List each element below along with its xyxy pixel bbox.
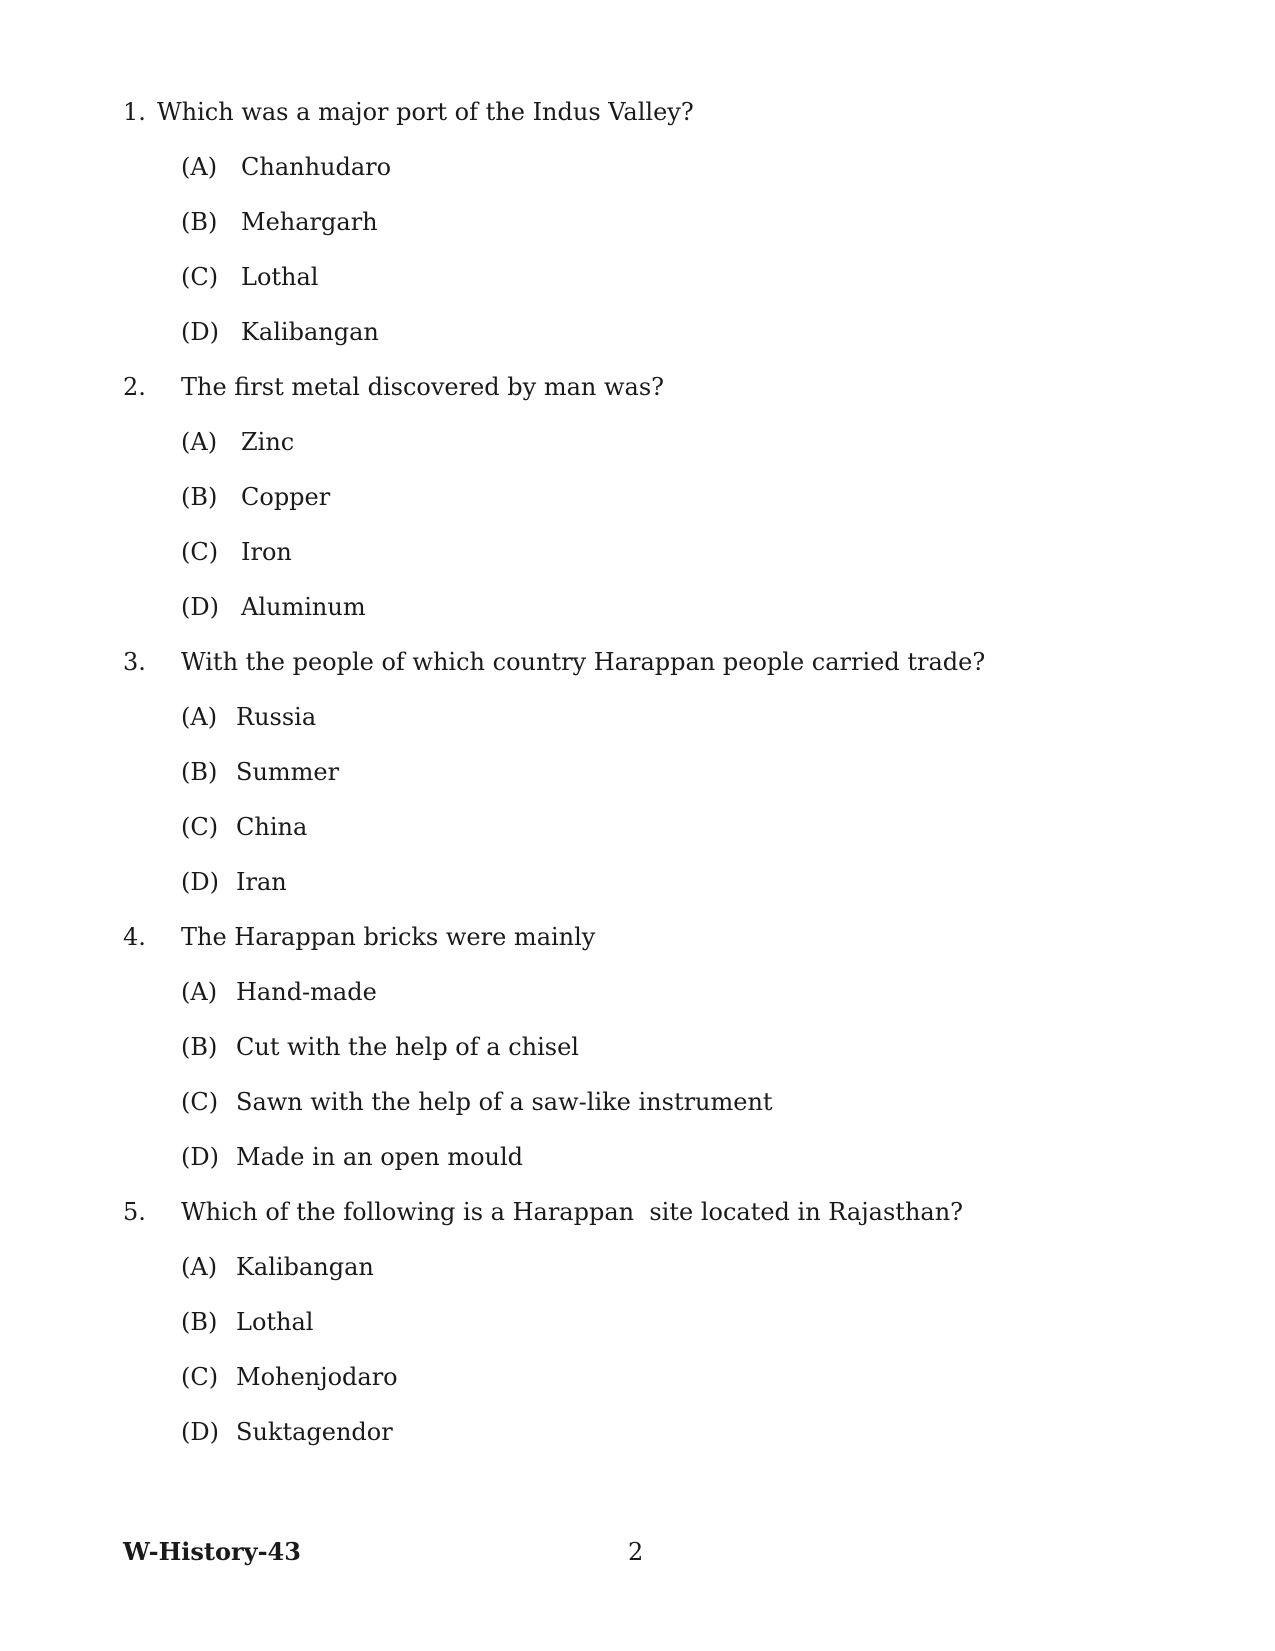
- question-stem: [123, 1192, 1163, 1247]
- question-5: [123, 1192, 1163, 1467]
- option-text: Copper: [241, 483, 331, 511]
- question-stem: [123, 917, 1163, 972]
- option-c: [123, 1082, 1163, 1137]
- option-c: [123, 807, 1163, 862]
- option-text: Made in an open mould: [236, 1143, 524, 1171]
- question-stem: [123, 642, 1163, 697]
- option-d: [123, 312, 1163, 367]
- option-a: [123, 422, 1163, 477]
- question-number: 4.: [123, 923, 146, 951]
- option-text: Russia: [236, 703, 317, 731]
- option-c: [123, 532, 1163, 587]
- option-label: (B): [181, 1033, 218, 1061]
- option-text: Zinc: [241, 428, 295, 456]
- question-text: The first metal discovered by man was?: [181, 373, 664, 401]
- option-text: Lothal: [241, 263, 319, 291]
- option-label: (A): [181, 703, 218, 731]
- option-label: (C): [181, 1363, 219, 1391]
- option-b: [123, 752, 1163, 807]
- option-text: China: [236, 813, 308, 841]
- option-label: (A): [181, 428, 218, 456]
- option-b: [123, 202, 1163, 257]
- option-a: [123, 1247, 1163, 1302]
- question-number: 5.: [123, 1198, 146, 1226]
- option-label: (B): [181, 758, 218, 786]
- question-text: The Harappan bricks were mainly: [181, 923, 596, 951]
- option-text: Kalibangan: [241, 318, 379, 346]
- option-b: [123, 477, 1163, 532]
- option-label: (A): [181, 978, 218, 1006]
- question-stem: [123, 367, 1163, 422]
- question-3: [123, 642, 1163, 917]
- question-number: 1.: [123, 98, 146, 126]
- option-text: Suktagendor: [236, 1418, 393, 1446]
- option-text: Sawn with the help of a saw-like instrument: [236, 1088, 773, 1116]
- option-text: Iron: [241, 538, 292, 566]
- question-text: With the people of which country Harappan people carried trade?: [181, 648, 986, 676]
- option-label: (C): [181, 813, 219, 841]
- option-label: (A): [181, 153, 218, 181]
- option-label: (C): [181, 1088, 219, 1116]
- option-a: [123, 697, 1163, 752]
- option-label: (B): [181, 483, 218, 511]
- question-2: [123, 367, 1163, 642]
- option-d: [123, 1137, 1163, 1192]
- paper-code: W-History-43: [123, 1537, 301, 1566]
- option-d: [123, 1412, 1163, 1467]
- option-label: (A): [181, 1253, 218, 1281]
- question-1: [123, 92, 1163, 367]
- option-c: [123, 1357, 1163, 1412]
- question-number: 2.: [123, 373, 146, 401]
- page-number: 2: [628, 1538, 644, 1566]
- option-text: Mehargarh: [241, 208, 378, 236]
- option-label: (D): [181, 593, 219, 621]
- question-stem: [123, 92, 1163, 147]
- question-4: [123, 917, 1163, 1192]
- question-text: Which of the following is a Harappan site located in Rajasthan?: [181, 1198, 964, 1226]
- option-text: Hand-made: [236, 978, 377, 1006]
- question-number: 3.: [123, 648, 146, 676]
- option-label: (D): [181, 318, 219, 346]
- option-label: (D): [181, 1418, 219, 1446]
- option-a: [123, 972, 1163, 1027]
- option-text: Chanhudaro: [241, 153, 392, 181]
- option-b: [123, 1302, 1163, 1357]
- option-b: [123, 1027, 1163, 1082]
- option-label: (D): [181, 868, 219, 896]
- page-footer: [123, 1532, 1163, 1572]
- option-label: (C): [181, 538, 219, 566]
- option-label: (C): [181, 263, 219, 291]
- option-d: [123, 587, 1163, 642]
- option-c: [123, 257, 1163, 312]
- option-text: Cut with the help of a chisel: [236, 1033, 579, 1061]
- option-label: (D): [181, 1143, 219, 1171]
- option-d: [123, 862, 1163, 917]
- option-text: Mohenjodaro: [236, 1363, 398, 1391]
- option-label: (B): [181, 1308, 218, 1336]
- option-a: [123, 147, 1163, 202]
- question-text: Which was a major port of the Indus Valley?: [157, 98, 694, 126]
- option-label: (B): [181, 208, 218, 236]
- question-list: [123, 92, 1163, 1467]
- option-text: Iran: [236, 868, 287, 896]
- option-text: Lothal: [236, 1308, 314, 1336]
- option-text: Summer: [236, 758, 340, 786]
- option-text: Kalibangan: [236, 1253, 374, 1281]
- option-text: Aluminum: [241, 593, 366, 621]
